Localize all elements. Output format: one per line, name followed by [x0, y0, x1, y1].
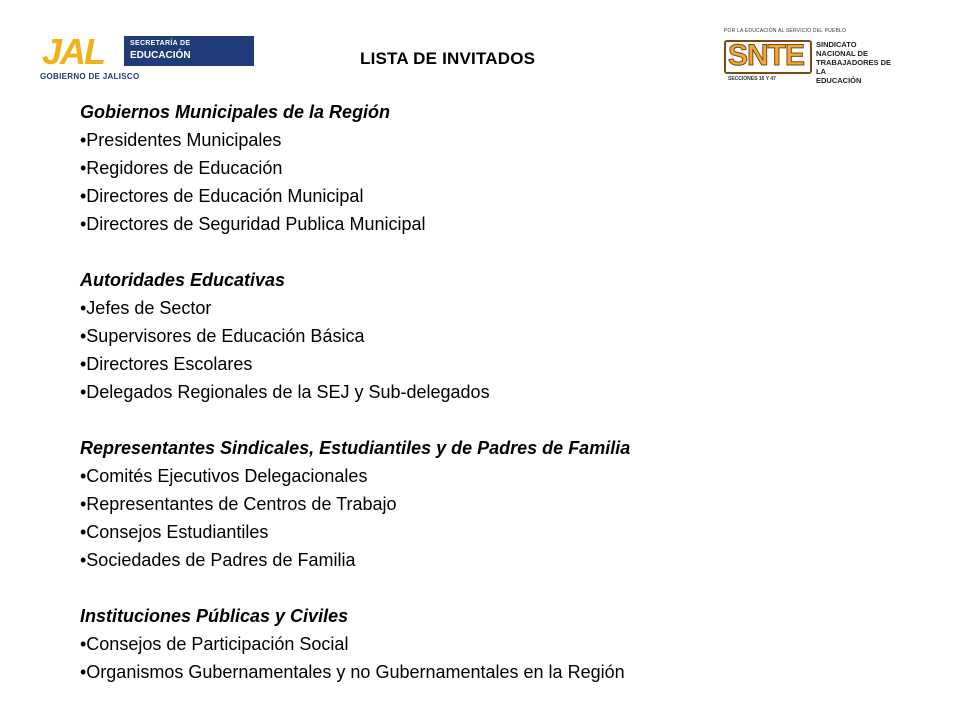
section-heading: Instituciones Públicas y Civiles: [80, 606, 349, 626]
jalisco-education-logo: [40, 28, 220, 86]
guest-list: [80, 98, 940, 714]
list-item: •Directores de Seguridad Publica Municipal: [80, 214, 426, 234]
snte-logo: [722, 26, 898, 90]
list-item: •Consejos de Participación Social: [80, 634, 349, 654]
section-heading: Representantes Sindicales, Estudiantiles y de Padres de Familia: [80, 438, 631, 458]
snte-name-line4: EDUCACIÓN: [816, 76, 862, 85]
list-item: •Directores Escolares: [80, 354, 253, 374]
snte-name-line1: SINDICATO: [816, 40, 857, 49]
list-item: •Representantes de Centros de Trabajo: [80, 494, 397, 514]
list-item: •Presidentes Municipales: [80, 130, 282, 150]
jal-logo-mark: JAL: [42, 31, 105, 72]
snte-name-line2: NACIONAL DE: [816, 49, 868, 58]
section-instituciones: [80, 602, 940, 686]
list-item: •Comités Ejecutivos Delegacionales: [80, 466, 368, 486]
secretaria-box: [124, 36, 254, 66]
section-representantes: [80, 434, 940, 574]
secretaria-line2: EDUCACIÓN: [130, 50, 191, 61]
snte-sections: SECCIONES 16 Y 47: [728, 76, 776, 82]
snte-name-line3: TRABAJADORES DE LA: [816, 58, 892, 76]
section-heading: Gobiernos Municipales de la Región: [80, 102, 391, 122]
gobierno-label: GOBIERNO DE JALISCO: [40, 72, 140, 81]
snte-name: [816, 40, 898, 85]
section-heading: Autoridades Educativas: [80, 270, 286, 290]
page-title: LISTA DE INVITADOS: [360, 49, 536, 68]
section-gobiernos-municipales: [80, 98, 940, 238]
section-autoridades-educativas: [80, 266, 940, 406]
list-item: •Delegados Regionales de la SEJ y Sub-delegados: [80, 382, 490, 402]
list-item: •Consejos Estudiantiles: [80, 522, 269, 542]
list-item: •Organismos Gubernamentales y no Gubernamentales en la Región: [80, 662, 625, 682]
secretaria-line1: SECRETARÍA DE: [130, 40, 191, 47]
list-item: •Regidores de Educación: [80, 158, 283, 178]
snte-logo-mark: SNTE: [728, 39, 805, 72]
list-item: •Sociedades de Padres de Familia: [80, 550, 356, 570]
list-item: •Jefes de Sector: [80, 298, 212, 318]
snte-tagline: POR LA EDUCACIÓN AL SERVICIO DEL PUEBLO: [724, 28, 847, 34]
list-item: •Supervisores de Educación Básica: [80, 326, 365, 346]
list-item: •Directores de Educación Municipal: [80, 186, 364, 206]
